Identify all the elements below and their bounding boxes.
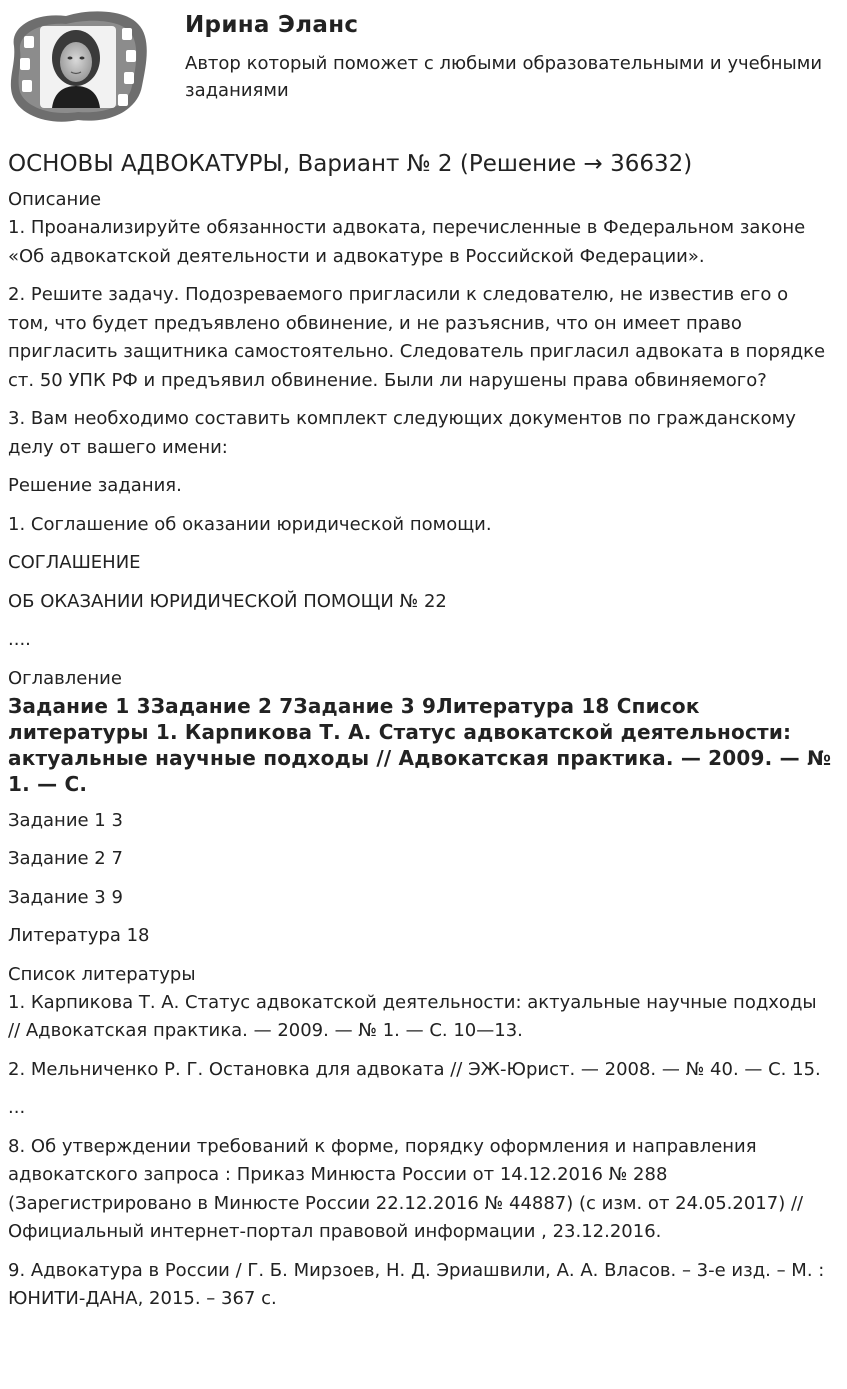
description-paragraph: ОБ ОКАЗАНИИ ЮРИДИЧЕСКОЙ ПОМОЩИ № 22: [8, 590, 447, 612]
toc-summary: Задание 1 3Задание 2 7Задание 3 9Литература 18 Список литературы 1. Карпикова Т. А. Статус адвокатской деятельности: актуальные научные подходы // Адвокатская практика. — 2009. — № 1. — С.: [8, 693, 832, 796]
description-paragraph: ....: [8, 629, 31, 650]
bibliography-label: Список литературы: [8, 963, 196, 985]
author-name[interactable]: Ирина Эланс: [185, 12, 359, 38]
film-reel-avatar-icon: [6, 6, 152, 126]
document: [8, 148, 834, 1324]
toc-item: Задание 1 3: [8, 809, 123, 831]
description-paragraph: СОГЛАШЕНИЕ: [8, 552, 141, 573]
description-label: Описание: [8, 189, 102, 210]
description-paragraph: 2. Решите задачу. Подозреваемого пригласили к следователю, не известив его о том, что будет предъявлено обвинение, и не разъяснив, что он имеет право пригласить защитника самостоятельно. Следователь пригласил адвоката в порядке ст. 50 УПК РФ и предъявил обвинение. Были ли нарушены права обвиняемого?: [8, 284, 826, 391]
toc-item: Задание 2 7: [8, 848, 123, 869]
toc-label: Оглавление: [8, 667, 122, 689]
bibliography-item: 2. Мельниченко Р. Г. Остановка для адвоката // ЭЖ-Юрист. — 2008. — № 40. — С. 15.: [8, 1058, 821, 1080]
bibliography-item: 9. Адвокатура в России / Г. Б. Мирзоев, Н. Д. Эриашвили, А. А. Власов. – 3-е изд. – М. : ЮНИТИ-ДАНА, 2015. – 367 с.: [8, 1259, 825, 1309]
author-description: Автор который поможет с любыми образовательными и учебными заданиями: [185, 53, 823, 101]
bibliography-item: 1. Карпикова Т. А. Статус адвокатской деятельности: актуальные научные подходы // Адвокатская практика. — 2009. — № 1. — С. 10—13.: [8, 991, 817, 1041]
toc-item: Задание 3 9: [8, 886, 123, 908]
description-paragraph: 3. Вам необходимо составить комплект следующих документов по гражданскому делу от вашего имени:: [8, 408, 796, 458]
description-paragraph: 1. Соглашение об оказании юридической помощи.: [8, 513, 492, 535]
document-title: ОСНОВЫ АДВОКАТУРЫ, Вариант № 2 (Решение → 36632): [8, 151, 693, 177]
bibliography-item: ...: [8, 1097, 26, 1118]
bibliography-item: 8. Об утверждении требований к форме, порядку оформления и направления адвокатского запроса : Приказ Минюста России от 14.12.2016 № 288 (Зарегистрировано в Минюсте России 22.12.2016 № 44887) (с изм. от 24.05.2017) // Официальный интернет-портал правовой информации , 23.12.2016.: [8, 1135, 804, 1242]
description-paragraph: 1. Проанализируйте обязанности адвоката, перечисленные в Федеральном законе «Об адвокатской деятельности и адвокатуре в Российской Федерации».: [8, 217, 806, 267]
toc-item: Литература 18: [8, 925, 150, 946]
author-card: [0, 0, 847, 130]
description-paragraph: Решение задания.: [8, 475, 182, 496]
